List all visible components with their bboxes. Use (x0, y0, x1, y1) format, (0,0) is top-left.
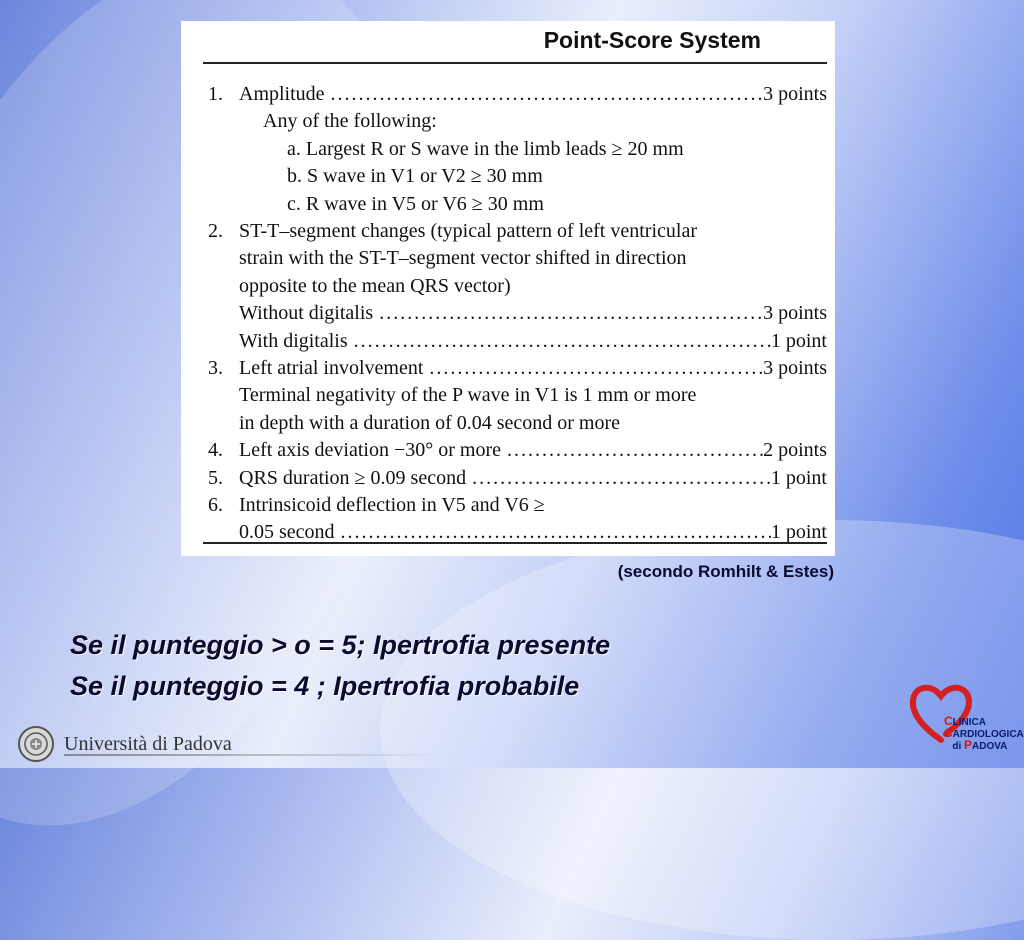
criterion-points: 2 points (763, 439, 827, 462)
item-number: 5. (208, 466, 223, 489)
scored-criterion (239, 465, 827, 492)
item-number: 2. (208, 220, 223, 242)
table-bottom-rule (203, 542, 827, 544)
clinic-name: CLINICA CARDIOLOGICA di PADOVA (944, 714, 1024, 752)
table-line (181, 136, 835, 163)
point-score-table (181, 21, 835, 556)
scored-criterion (239, 300, 827, 327)
scored-criterion (239, 355, 827, 382)
dot-leader (429, 355, 763, 382)
criterion-points: 1 point (770, 466, 827, 489)
item-number: 4. (208, 439, 223, 462)
scored-criterion (239, 328, 827, 355)
criterion-label: QRS duration ≥ 0.09 second (239, 466, 467, 489)
criterion-text: Intrinsicoid deflection in V5 and V6 ≥ (239, 494, 545, 516)
criterion-points: 1 point (770, 329, 827, 352)
table-line (181, 245, 835, 272)
criterion-text: b. S wave in V1 or V2 ≥ 30 mm (287, 165, 543, 188)
table-line (181, 191, 835, 218)
university-logo (18, 726, 232, 762)
criterion-label: Amplitude (239, 83, 325, 105)
table-top-rule (203, 62, 827, 64)
table-line (181, 328, 835, 355)
university-name: Università di Padova (64, 732, 232, 755)
table-line (181, 273, 835, 300)
criterion-points: 1 point (770, 521, 827, 544)
table-line (181, 163, 835, 190)
criterion-points: 3 points (763, 83, 827, 105)
item-number: 3. (208, 357, 223, 379)
criterion-label: Without digitalis (239, 302, 374, 325)
criterion-label: Left axis deviation −30° or more (239, 439, 501, 462)
criterion-text: a. Largest R or S wave in the limb leads ≥ 20 mm (287, 137, 684, 160)
table-line (181, 108, 835, 135)
table-title: Point-Score System (543, 27, 761, 53)
criterion-label: Left atrial involvement (239, 357, 424, 379)
criterion-text: Terminal negativity of the P wave in V1 is 1 mm or more (239, 384, 697, 407)
table-line (181, 355, 835, 382)
dot-leader (379, 300, 763, 327)
dot-leader (354, 328, 771, 355)
table-line (181, 382, 835, 409)
citation: (secondo Romhilt & Estes) (617, 562, 834, 581)
dot-leader (507, 437, 763, 464)
scored-criterion (239, 437, 827, 464)
criterion-text: strain with the ST-T–segment vector shifted in direction (239, 247, 687, 270)
scored-criterion (239, 81, 827, 108)
criterion-text: c. R wave in V5 or V6 ≥ 30 mm (287, 192, 544, 215)
dot-leader (331, 81, 764, 108)
item-number: 6. (208, 494, 223, 516)
table-line (181, 492, 835, 519)
table-line (181, 300, 835, 327)
criterion-points: 3 points (763, 357, 827, 379)
criterion-label: 0.05 second (239, 521, 335, 544)
table-line (181, 465, 835, 492)
clinic-logo (906, 680, 1024, 762)
table-line (181, 218, 835, 245)
table-line (181, 410, 835, 437)
dot-leader (472, 465, 771, 492)
table-line (181, 81, 835, 108)
item-number: 1. (208, 83, 223, 105)
criterion-label: With digitalis (239, 329, 348, 352)
score-rule-present: Se il punteggio > o = 5; Ipertrofia presente (70, 630, 611, 660)
criterion-text: in depth with a duration of 0.04 second or more (239, 411, 621, 434)
table-line (181, 437, 835, 464)
criterion-text: Any of the following: (263, 110, 437, 133)
university-underline (64, 754, 444, 756)
university-seal-icon (18, 726, 54, 762)
criterion-text: opposite to the mean QRS vector) (239, 274, 511, 297)
criterion-text: ST-T–segment changes (typical pattern of left ventricular (239, 220, 697, 242)
score-rule-probable: Se il punteggio = 4 ; Ipertrofia probabile (70, 671, 580, 701)
criterion-points: 3 points (763, 302, 827, 325)
